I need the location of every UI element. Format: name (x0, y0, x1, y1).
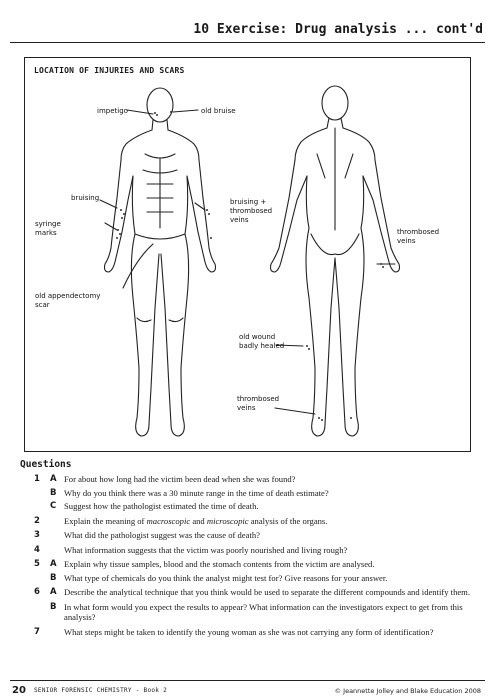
label-thrombosed-back-line1: thrombosed (397, 228, 440, 236)
book-title: SENIOR FORENSIC CHEMISTRY - Book 2 (34, 687, 168, 694)
question-3 (20, 530, 480, 541)
label-bruising-thrombosed-line1: bruising + (230, 198, 267, 206)
question-5b (20, 573, 480, 584)
page-number: 20 (12, 685, 26, 696)
question-number: 6 (34, 587, 40, 597)
front-body-figure (105, 88, 216, 436)
label-thrombosed-veins-back (397, 228, 439, 246)
label-old-wound-line2: badly healed (239, 342, 285, 350)
label-appendectomy-line2: scar (35, 301, 50, 309)
question-1b (20, 488, 480, 499)
question-text: What information suggests that the victim was poorly nourished and living rough? (64, 544, 348, 555)
question-part: A (50, 474, 57, 484)
label-appendectomy-scar (35, 292, 100, 310)
page-header (0, 0, 495, 44)
header-rule (10, 42, 485, 43)
question-number: 3 (34, 530, 40, 540)
question-text-part: and (190, 515, 207, 526)
label-thrombosed-foot-line2: veins (237, 404, 256, 412)
footer-rule (10, 680, 485, 681)
label-thrombosed-back-line2: veins (397, 237, 416, 245)
question-text: What steps might be taken to identify the young woman as she was not carrying any form of identification? (64, 626, 434, 637)
question-number: 4 (34, 544, 40, 555)
label-old-wound-line1: old wound (239, 333, 276, 341)
question-text: Describe the analytical technique that you think would be used to separate the different compounds and identify them. (64, 587, 471, 597)
question-7 (20, 627, 480, 638)
page-footer (0, 680, 495, 700)
question-text: In what form would you expect the results to appear? What information can the investigators expect to get from this analysis? (64, 601, 463, 622)
label-bruising-thrombosed-line3: veins (230, 216, 249, 224)
question-text: What type of chemicals do you think the analyst might test for? Give reasons for your answer. (64, 572, 388, 583)
question-6a (20, 587, 480, 598)
question-1c (20, 501, 480, 512)
question-number: 7 (34, 626, 40, 637)
label-bruising: bruising (71, 194, 100, 202)
question-emphasis: macroscopic (146, 515, 191, 526)
body-outline-illustration (25, 58, 472, 453)
question-text-part: analysis of the organs. (248, 515, 328, 526)
label-impetigo: impetigo (97, 107, 128, 115)
page-title: 10 Exercise: Drug analysis ... cont'd (193, 22, 483, 37)
back-body-figure (271, 86, 400, 436)
copyright: © Jeannette Jolley and Blake Education 2008 (334, 687, 481, 695)
label-appendectomy-line1: old appendectomy (35, 292, 101, 300)
question-text-part: Explain the meaning of (64, 515, 147, 526)
question-text: Why do you think there was a 30 minute range in the time of death estimate? (64, 487, 329, 498)
question-part: B (50, 572, 57, 583)
question-part: B (50, 601, 57, 612)
question-5a (20, 559, 480, 570)
question-6b (20, 602, 480, 623)
figure-title: LOCATION OF INJURIES AND SCARS (34, 66, 185, 75)
label-thrombosed-veins-foot (237, 395, 279, 413)
question-4 (20, 545, 480, 556)
question-text: For about how long had the victim been dead when she was found? (64, 474, 296, 484)
questions-section (20, 459, 480, 637)
question-number: 2 (34, 515, 40, 526)
question-part: A (50, 587, 57, 597)
questions-heading: Questions (20, 459, 72, 470)
question-text (64, 516, 480, 527)
question-emphasis: microscopic (206, 515, 249, 526)
question-1a (20, 474, 480, 485)
label-old-bruise: old bruise (201, 107, 236, 115)
question-part: C (50, 501, 57, 511)
question-text: What did the pathologist suggest was the cause of death? (64, 530, 260, 540)
question-2 (20, 516, 480, 527)
label-bruising-thrombosed (230, 198, 272, 225)
label-syringe-line1: syringe (35, 220, 61, 228)
label-syringe-line2: marks (35, 229, 57, 237)
question-text: Suggest how the pathologist estimated the time of death. (64, 501, 259, 511)
label-syringe-marks (35, 220, 61, 238)
question-part: A (50, 559, 57, 569)
label-old-wound (239, 333, 284, 351)
question-text: Explain why tissue samples, blood and the stomach contents from the victim are analysed. (64, 559, 375, 569)
question-part: B (50, 487, 57, 498)
label-thrombosed-foot-line1: thrombosed (237, 395, 280, 403)
question-number: 1 (34, 474, 40, 484)
injuries-figure (24, 57, 471, 452)
question-number: 5 (34, 559, 40, 569)
label-bruising-thrombosed-line2: thrombosed (230, 207, 273, 215)
